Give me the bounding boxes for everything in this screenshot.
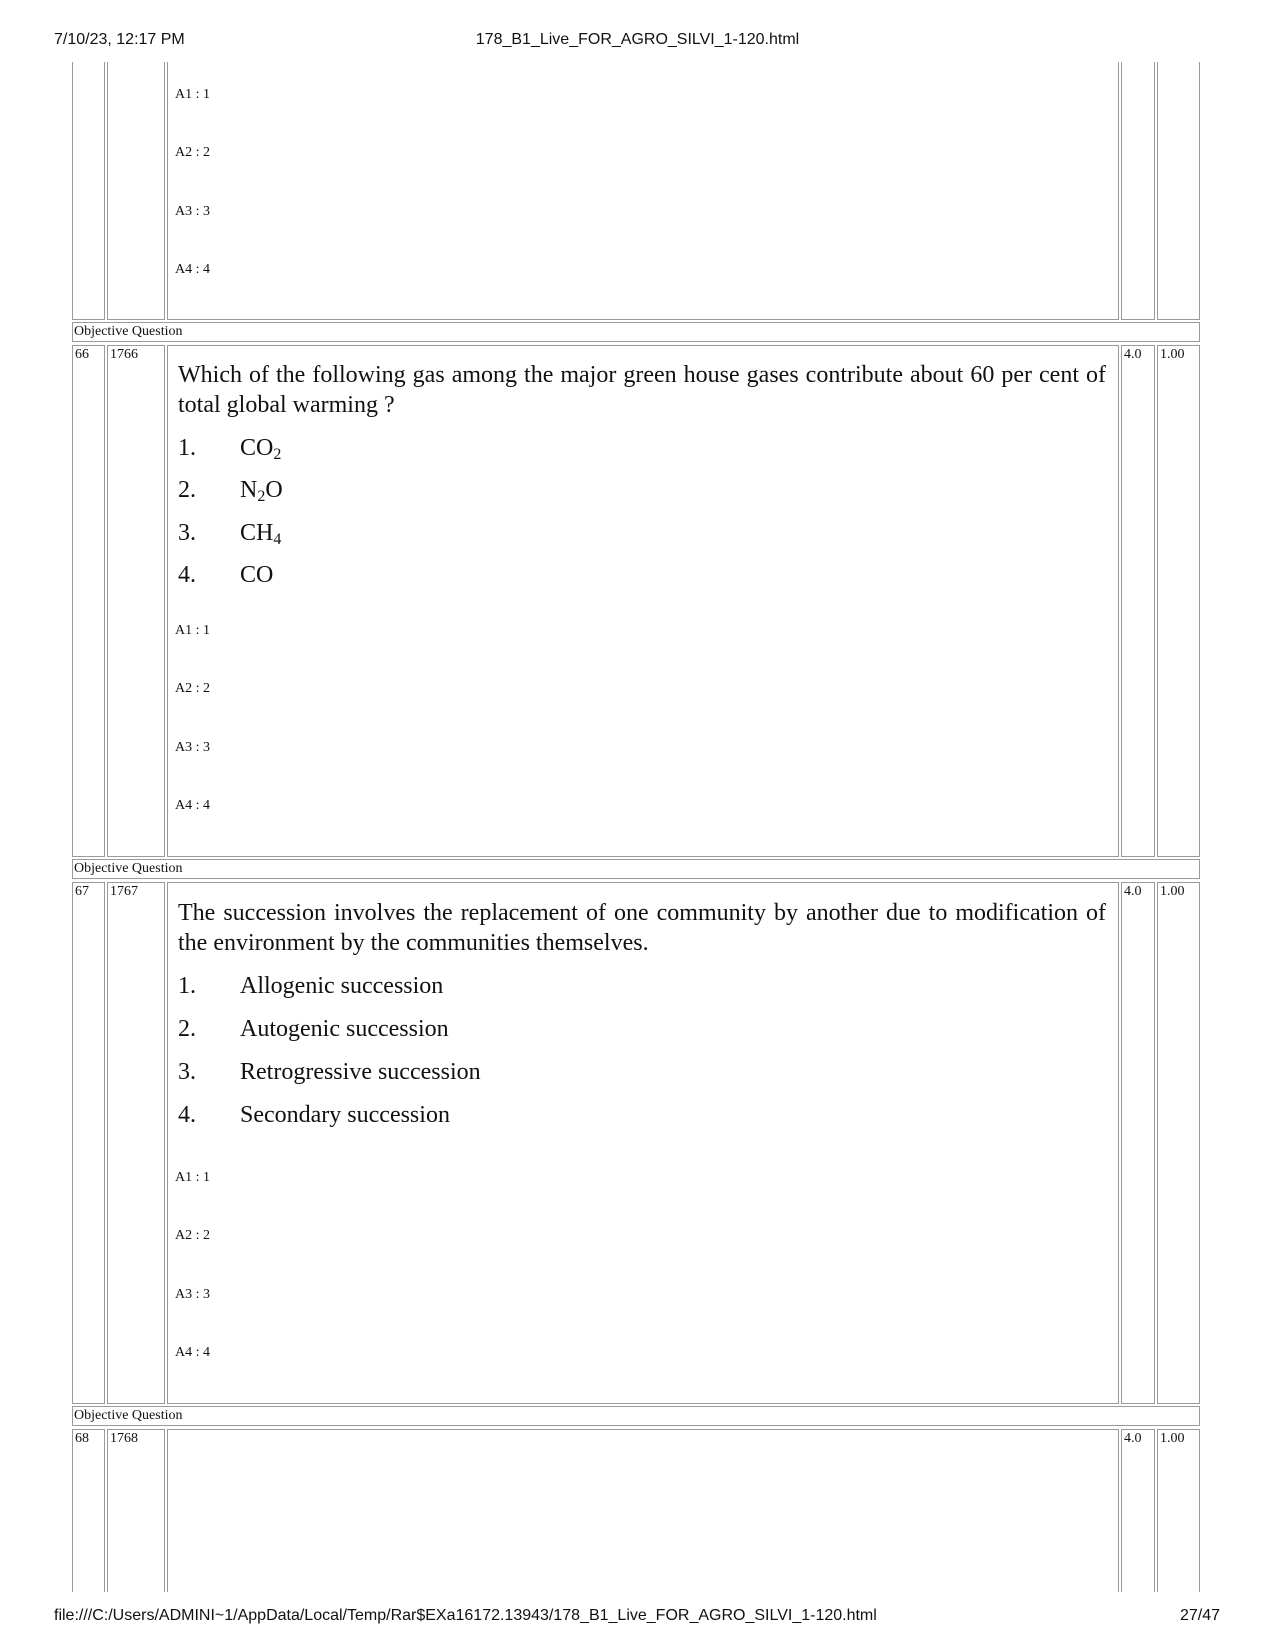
option-text: CO bbox=[240, 435, 274, 461]
option-subscript: 2 bbox=[257, 488, 266, 505]
print-page-number: 27/47 bbox=[1179, 1607, 1220, 1624]
section-label: Objective Question bbox=[74, 861, 183, 876]
option-2 bbox=[178, 475, 283, 505]
qid-cell bbox=[107, 345, 165, 857]
option-number: 4. bbox=[178, 562, 196, 588]
sno-cell bbox=[72, 1429, 105, 1592]
prev-sno-cell bbox=[72, 62, 105, 320]
answer-3: A3 : 3 bbox=[175, 740, 210, 755]
qid-cell bbox=[107, 1429, 165, 1592]
option-text: CH bbox=[240, 520, 274, 546]
option-1 bbox=[178, 971, 443, 1001]
prev-neg-cell bbox=[1157, 62, 1200, 320]
prev-answer-1: A1 : 1 bbox=[175, 87, 210, 102]
sno-cell bbox=[72, 345, 105, 857]
option-number: 3. bbox=[178, 520, 196, 546]
prev-marks-cell bbox=[1121, 62, 1155, 320]
option-text: Autogenic succession bbox=[240, 1016, 449, 1042]
option-number: 3. bbox=[178, 1059, 196, 1085]
option-number: 1. bbox=[178, 435, 196, 461]
question-text: The succession involves the replacement of one community by another due to modification of the environment by the communities themselves. bbox=[178, 900, 1106, 956]
marks-value: 4.0 bbox=[1124, 1431, 1142, 1446]
option-3 bbox=[178, 518, 281, 548]
prev-qid-cell bbox=[107, 62, 165, 320]
marks-value: 4.0 bbox=[1124, 884, 1142, 899]
option-text: Retrogressive succession bbox=[240, 1059, 481, 1085]
option-4 bbox=[178, 1100, 450, 1130]
answer-4: A4 : 4 bbox=[175, 798, 210, 813]
sno-cell bbox=[72, 882, 105, 1404]
option-text: CO bbox=[240, 562, 274, 588]
serial-number: 68 bbox=[75, 1431, 89, 1446]
print-filename: 178_B1_Live_FOR_AGRO_SILVI_1-120.html bbox=[475, 31, 800, 48]
question-body-cell bbox=[167, 345, 1119, 857]
option-text: Secondary succession bbox=[240, 1102, 450, 1128]
option-number: 1. bbox=[178, 973, 196, 999]
negative-marks-cell bbox=[1157, 345, 1200, 857]
marks-value: 4.0 bbox=[1124, 347, 1142, 362]
option-4 bbox=[178, 560, 273, 590]
option-subscript: 2 bbox=[273, 446, 282, 463]
print-file-path: file:///C:/Users/ADMINI~1/AppData/Local/Temp/Rar$EXa16172.13943/178_B1_Live_FOR_AGRO_SILVI_1-120.html bbox=[54, 1607, 877, 1624]
qid-cell bbox=[107, 882, 165, 1404]
question-body-cell bbox=[167, 1429, 1119, 1592]
prev-answer-2: A2 : 2 bbox=[175, 145, 210, 160]
section-header-66 bbox=[72, 322, 1200, 342]
section-label: Objective Question bbox=[74, 1408, 183, 1423]
negative-marks-value: 1.00 bbox=[1160, 884, 1185, 899]
option-text-suffix: O bbox=[265, 477, 283, 503]
answer-4: A4 : 4 bbox=[175, 1345, 210, 1360]
prev-body-cell bbox=[167, 62, 1119, 320]
marks-cell bbox=[1121, 1429, 1155, 1592]
prev-answer-4: A4 : 4 bbox=[175, 262, 210, 277]
question-body-cell bbox=[167, 882, 1119, 1404]
answer-3: A3 : 3 bbox=[175, 1287, 210, 1302]
answer-1: A1 : 1 bbox=[175, 1170, 210, 1185]
answer-2: A2 : 2 bbox=[175, 1228, 210, 1243]
print-datetime: 7/10/23, 12:17 PM bbox=[54, 31, 185, 48]
option-number: 2. bbox=[178, 477, 196, 503]
section-header-67 bbox=[72, 859, 1200, 879]
prev-answer-3: A3 : 3 bbox=[175, 204, 210, 219]
negative-marks-value: 1.00 bbox=[1160, 1431, 1185, 1446]
serial-number: 67 bbox=[75, 884, 89, 899]
marks-cell bbox=[1121, 345, 1155, 857]
section-header-68 bbox=[72, 1406, 1200, 1426]
option-number: 4. bbox=[178, 1102, 196, 1128]
option-3 bbox=[178, 1057, 481, 1087]
answer-2: A2 : 2 bbox=[175, 681, 210, 696]
negative-marks-value: 1.00 bbox=[1160, 347, 1185, 362]
question-id: 1767 bbox=[110, 884, 138, 899]
answer-1: A1 : 1 bbox=[175, 623, 210, 638]
question-id: 1766 bbox=[110, 347, 138, 362]
option-2 bbox=[178, 1014, 449, 1044]
option-subscript: 4 bbox=[273, 531, 282, 548]
question-id: 1768 bbox=[110, 1431, 138, 1446]
option-text: Allogenic succession bbox=[240, 973, 444, 999]
option-text: N bbox=[240, 477, 258, 503]
option-1 bbox=[178, 433, 281, 463]
question-text: Which of the following gas among the major green house gases contribute about 60 per cent of total global warming ? bbox=[178, 362, 1106, 418]
marks-cell bbox=[1121, 882, 1155, 1404]
section-label: Objective Question bbox=[74, 324, 183, 339]
serial-number: 66 bbox=[75, 347, 89, 362]
negative-marks-cell bbox=[1157, 1429, 1200, 1592]
negative-marks-cell bbox=[1157, 882, 1200, 1404]
option-number: 2. bbox=[178, 1016, 196, 1042]
